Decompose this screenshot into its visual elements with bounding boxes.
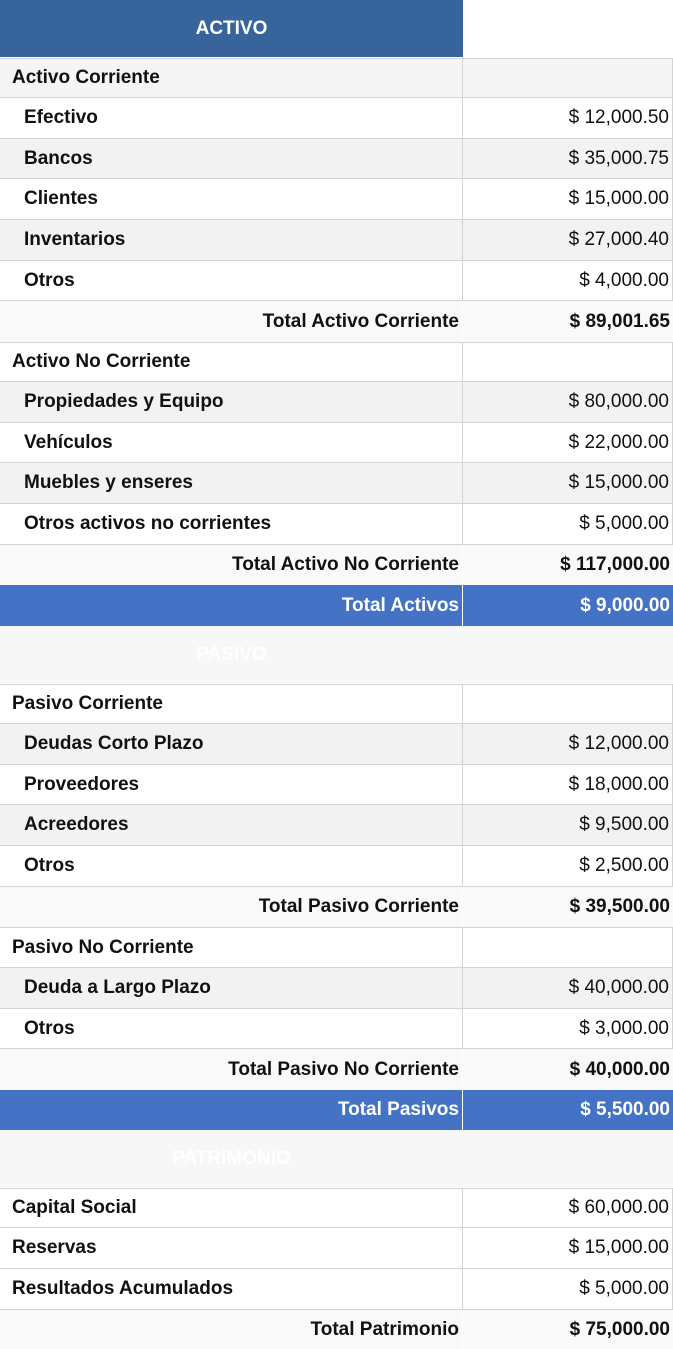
empty-cell[interactable] [463,928,673,967]
total-label[interactable]: Total Pasivo Corriente [0,887,463,927]
item-label[interactable]: Bancos [0,139,463,178]
empty-cell[interactable] [463,685,673,723]
table-row [0,968,673,1009]
table-row [0,139,673,179]
total-row-patrimonio [0,1310,673,1349]
grand-total-value[interactable]: $ 9,000.00 [463,585,673,626]
total-row-pasivo-corriente [0,887,673,927]
section-row-pasivo-corriente [0,684,673,724]
item-value[interactable]: $ 27,000.40 [463,220,673,260]
table-row [0,261,673,301]
item-label[interactable]: Otros [0,1009,463,1048]
section-row-pasivo-no-corriente [0,927,673,968]
total-row-activo-corriente [0,301,673,342]
item-label[interactable]: Acreedores [0,805,463,845]
table-row [0,805,673,846]
grand-total-value[interactable]: $ 5,500.00 [463,1090,673,1130]
total-label[interactable]: Total Patrimonio [0,1310,463,1349]
item-value[interactable]: $ 15,000.00 [463,463,673,503]
total-row-activo-no-corriente [0,545,673,585]
item-label[interactable]: Otros [0,846,463,886]
table-row [0,765,673,805]
empty-cell[interactable] [463,59,673,97]
item-value[interactable]: $ 3,000.00 [463,1009,673,1048]
section-row-activo-no-corriente [0,342,673,382]
item-label[interactable]: Otros activos no corrientes [0,504,463,544]
item-label[interactable]: Proveedores [0,765,463,804]
activo-header-cell[interactable]: ACTIVO [0,0,463,57]
item-value[interactable]: $ 15,000.00 [463,179,673,219]
section-label[interactable]: Pasivo Corriente [0,685,463,723]
empty-cell[interactable] [463,1130,673,1187]
pasivo-header-row [0,626,673,683]
total-label[interactable]: Total Pasivo No Corriente [0,1049,463,1090]
item-label[interactable]: Vehículos [0,423,463,462]
table-row [0,1228,673,1269]
item-label[interactable]: Muebles y enseres [0,463,463,503]
item-value[interactable]: $ 2,500.00 [463,846,673,886]
table-row [0,98,673,139]
item-label[interactable]: Resultados Acumulados [0,1269,463,1309]
item-value[interactable]: $ 18,000.00 [463,765,673,804]
table-row [0,1188,673,1228]
item-label[interactable]: Efectivo [0,98,463,138]
patrimonio-header-row [0,1130,673,1187]
item-value[interactable]: $ 5,000.00 [463,504,673,544]
empty-cell[interactable] [463,343,673,381]
total-label[interactable]: Total Activo Corriente [0,301,463,342]
total-value[interactable]: $ 39,500.00 [463,887,673,927]
section-label[interactable]: Activo No Corriente [0,343,463,381]
total-label[interactable]: Total Activo No Corriente [0,545,463,585]
item-label[interactable]: Deudas Corto Plazo [0,724,463,764]
table-row [0,724,673,765]
table-row [0,423,673,463]
activo-header-row [0,0,673,57]
item-label[interactable]: Capital Social [0,1189,463,1227]
table-row [0,382,673,423]
item-value[interactable]: $ 12,000.00 [463,724,673,764]
total-value[interactable]: $ 117,000.00 [463,545,673,585]
total-value[interactable]: $ 40,000.00 [463,1049,673,1090]
empty-cell[interactable] [463,626,673,683]
table-row [0,1269,673,1310]
table-row [0,504,673,545]
item-value[interactable]: $ 5,000.00 [463,1269,673,1309]
grand-total-label[interactable]: Total Pasivos [0,1090,463,1130]
item-label[interactable]: Propiedades y Equipo [0,382,463,422]
section-label[interactable]: Activo Corriente [0,59,463,97]
table-row [0,220,673,261]
grand-total-row-activos [0,585,673,626]
item-value[interactable]: $ 15,000.00 [463,1228,673,1268]
item-label[interactable]: Inventarios [0,220,463,260]
total-value[interactable]: $ 75,000.00 [463,1310,673,1349]
table-row [0,463,673,504]
item-value[interactable]: $ 35,000.75 [463,139,673,178]
item-value[interactable]: $ 22,000.00 [463,423,673,462]
total-row-pasivo-no-corriente [0,1049,673,1090]
table-row [0,179,673,220]
item-label[interactable]: Reservas [0,1228,463,1268]
item-value[interactable]: $ 4,000.00 [463,261,673,300]
item-label[interactable]: Deuda a Largo Plazo [0,968,463,1008]
item-value[interactable]: $ 40,000.00 [463,968,673,1008]
item-label[interactable]: Otros [0,261,463,300]
total-value[interactable]: $ 89,001.65 [463,301,673,342]
grand-total-label[interactable]: Total Activos [0,585,463,626]
empty-cell[interactable] [463,0,673,57]
item-value[interactable]: $ 80,000.00 [463,382,673,422]
patrimonio-header-cell[interactable]: PATRIMONIO [0,1130,463,1187]
item-label[interactable]: Clientes [0,179,463,219]
item-value[interactable]: $ 60,000.00 [463,1189,673,1227]
item-value[interactable]: $ 12,000.50 [463,98,673,138]
section-label[interactable]: Pasivo No Corriente [0,928,463,967]
table-row [0,846,673,887]
table-row [0,1009,673,1049]
item-value[interactable]: $ 9,500.00 [463,805,673,845]
section-row-activo-corriente [0,58,673,98]
grand-total-row-pasivos [0,1090,673,1130]
pasivo-header-cell[interactable]: PASIVO [0,626,463,683]
